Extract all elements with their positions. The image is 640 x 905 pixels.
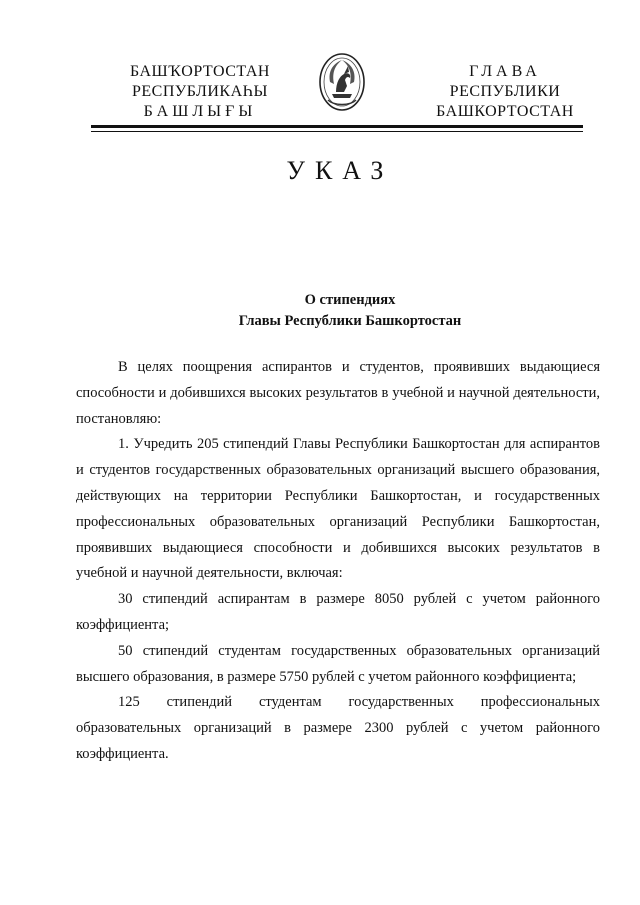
subject-line-1: О стипендиях: [304, 292, 396, 308]
coat-of-arms-emblem: [318, 52, 366, 112]
decree-subject: [0, 290, 640, 332]
document-type-title: УКАЗ: [286, 156, 394, 185]
header-right-line-1: ГЛАВА: [469, 63, 541, 80]
header-rule-thick: [91, 125, 583, 128]
header-right-block: [405, 62, 605, 122]
header-right-line-3: БАШКОРТОСТАН: [436, 103, 574, 120]
postgrad-stipend-paragraph: 30 стипендий аспирантам в размере 8050 рублей с учетом районного коэффициента;: [76, 591, 600, 633]
decree-body: [76, 355, 600, 768]
preamble-paragraph: В целях поощрения аспирантов и студентов, проявивших выдающиеся способности и добившихся высоких результатов в учебной и научной деятельности, постановляю:: [76, 359, 600, 427]
vocational-stipend-paragraph: 125 стипендий студентам государственных профессиональных образовательных организаций в размере 2300 рублей с учетом районного коэффициента.: [76, 694, 600, 762]
subject-line-2: Главы Республики Башкортостан: [238, 313, 462, 329]
higher-ed-stipend-paragraph: 50 стипендий студентам государственных образовательных организаций высшего образования, в размере 5750 рублей с учетом районного коэффициента;: [76, 642, 600, 685]
header-left-line-1: БАШҠОРТОСТАН: [130, 63, 270, 80]
header-left-block: [100, 62, 300, 122]
header-left-line-3: БАШЛЫҒЫ: [143, 103, 257, 120]
clause-1-paragraph: 1. Учредить 205 стипендий Главы Республики Башкортостан для аспирантов и студентов государственных образовательных организаций высшего образования, действующих на территории Республики Башкортостан, и государственных профессиональных образовательных организаций Республики Башкортостан, проявивших выдающиеся способности и добившихся высоких результатов в учебной и научной деятельности, включая:: [76, 436, 600, 582]
header-left-line-2: РЕСПУБЛИКАҺЫ: [132, 83, 268, 100]
header-rule-thin: [91, 131, 583, 132]
header-right-line-2: РЕСПУБЛИКИ: [449, 83, 561, 100]
